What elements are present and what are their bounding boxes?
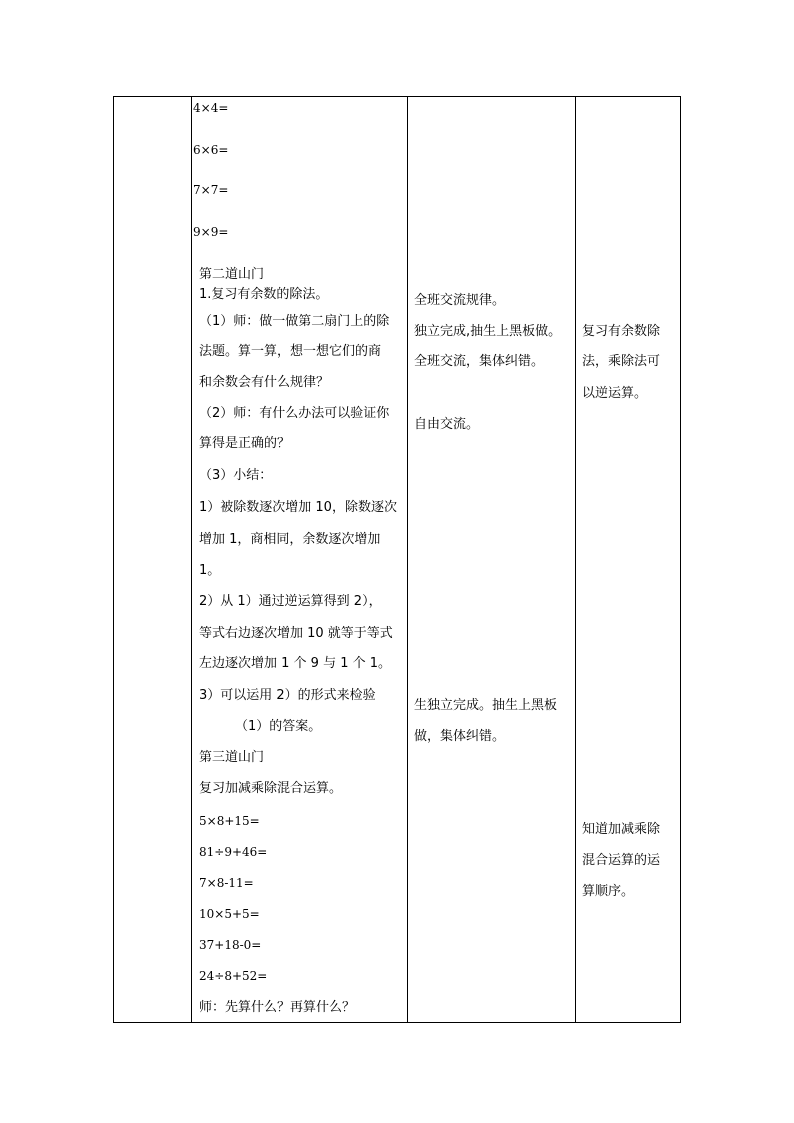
activity-exchange-rule: 全班交流规律。 [414, 293, 506, 308]
column-divider [191, 96, 192, 1023]
activity-independent: 独立完成,抽生上黑板做。 [414, 324, 562, 339]
summary1-line2: 增加 1，商相同，余数逐次增加 [199, 532, 381, 547]
summary2-line3: 左边逐次增加 1 个 9 与 1 个 1。 [199, 656, 392, 671]
door2-item1: 1.复习有余数的除法。 [199, 287, 329, 302]
summary1-line3: 1。 [199, 563, 221, 578]
equation-mixed: 24÷8+52= [199, 969, 268, 983]
equation-mixed: 37+18-0= [199, 938, 262, 952]
purpose2-line3: 算顺序。 [582, 884, 635, 899]
equation-mixed: 5×8+15= [199, 814, 260, 828]
purpose2-line2: 混合运算的运 [582, 853, 661, 868]
equation-6x6: 6×6= [193, 143, 229, 157]
purpose2-line1: 知道加减乘除 [582, 822, 661, 837]
equation-mixed: 81÷9+46= [199, 845, 268, 859]
summary3-line1: 3）可以运用 2）的形式来检验 [199, 688, 376, 703]
final-question: 师：先算什么？再算什么？ [199, 1000, 356, 1015]
door2-q3: （3）小结： [199, 468, 273, 483]
equation-4x4: 4×4= [193, 101, 229, 115]
door3-item: 复习加减乘除混合运算。 [199, 781, 343, 796]
summary1-line1: 1）被除数逐次增加 10，除数逐次 [199, 500, 397, 515]
activity-board-line2: 做，集体纠错。 [414, 729, 506, 744]
equation-7x7: 7×7= [193, 183, 229, 197]
door2-q1-line1: （1）师：做一做第二扇门上的除 [199, 314, 390, 329]
summary2-line1: 2）从 1）通过逆运算得到 2）， [199, 594, 382, 609]
summary2-line2: 等式右边逐次增加 10 就等于等式 [199, 626, 393, 641]
column-divider [407, 96, 408, 1023]
purpose1-line1: 复习有余数除 [582, 324, 661, 339]
activity-board-line1: 生独立完成。抽生上黑板 [414, 698, 558, 713]
door2-q1-line3: 和余数会有什么规律？ [199, 375, 330, 390]
door2-q2-line2: 算得是正确的？ [199, 436, 291, 451]
door3-title: 第三道山门 [199, 750, 265, 765]
activity-class-correction: 全班交流，集体纠错。 [414, 354, 545, 369]
activity-free-exchange: 自由交流。 [414, 417, 480, 432]
purpose1-line2: 法，乘除法可 [582, 354, 661, 369]
door2-q1-line2: 法题。算一算，想一想它们的商 [199, 344, 382, 359]
door2-title: 第二道山门 [199, 267, 265, 282]
equation-mixed: 10×5+5= [199, 907, 260, 921]
summary3-line2: （1）的答案。 [235, 719, 322, 734]
door2-q2-line1: （2）师：有什么办法可以验证你 [199, 406, 390, 421]
column-divider [575, 96, 576, 1023]
purpose1-line3: 以逆运算。 [582, 386, 648, 401]
equation-mixed: 7×8-11= [199, 876, 254, 890]
equation-9x9: 9×9= [193, 225, 229, 239]
